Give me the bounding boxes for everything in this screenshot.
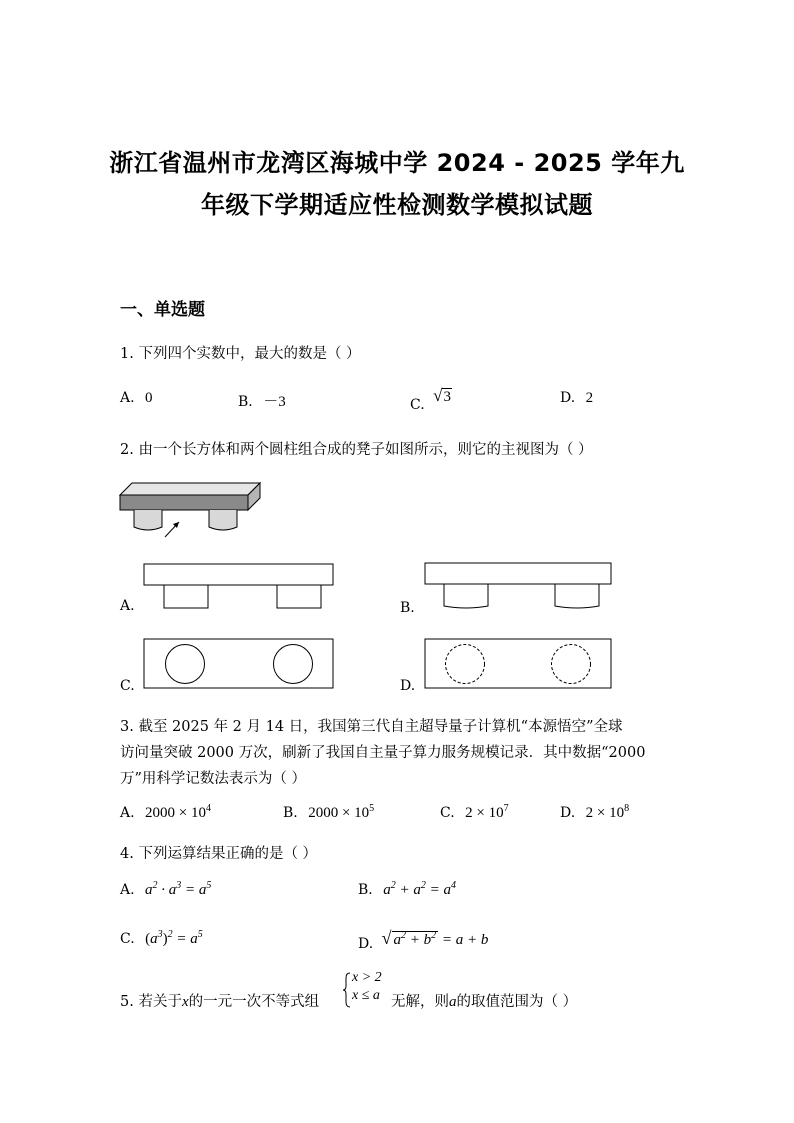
option-label: C. (440, 805, 455, 821)
q2-option-b-label[interactable]: B. (400, 600, 415, 616)
left-brace-icon (343, 972, 351, 1008)
option-label: D. (560, 390, 576, 406)
sqrt-expression: √3 (433, 386, 451, 405)
q5-text-mid: 的一元一次不等式组 (188, 994, 320, 1010)
q5-text-post1: 无解，则 (391, 994, 449, 1010)
option-formula: √ $a^2 + b^2 = a + b$ (381, 928, 489, 948)
option-label: D. (358, 936, 374, 952)
q5-var-x: x (181, 994, 189, 1010)
q4-stem: 4. 下列运算结果正确的是（ ） (120, 846, 318, 862)
q1-option-a[interactable] (120, 390, 153, 407)
option-formula: $a^2 + a^2 = a^4$ (383, 880, 456, 898)
option-label: A. (120, 882, 135, 898)
q5-stem (120, 990, 319, 1011)
q4-option-d[interactable] (358, 928, 489, 952)
title-line-2: 年级下学期适应性检测数学模拟试题 (201, 191, 593, 219)
option-value (586, 805, 629, 821)
q1-option-d[interactable] (560, 390, 593, 407)
q4-option-b[interactable] (358, 880, 456, 899)
sci-base: 2 × 10 (465, 805, 504, 821)
q2-option-c-figure[interactable] (143, 638, 335, 690)
q5-inequality-2: x ≤ a (352, 988, 380, 1003)
option-label: A. (120, 805, 135, 821)
q3-line-2: 访问量突破 2000 万次，刷新了我国自主量子算力服务规模记录．其中数据“2000 (120, 745, 646, 761)
option-formula: $(a^3)^2 = a^5$ (145, 929, 203, 947)
q2-option-a-figure[interactable] (143, 563, 335, 611)
q2-option-d-figure[interactable] (424, 638, 614, 690)
sci-base: 2 × 10 (585, 805, 625, 821)
sci-base: 2000 × 10 (308, 805, 370, 821)
q4-option-a[interactable] (120, 880, 211, 899)
option-label: B. (358, 882, 373, 898)
option-value (465, 805, 508, 821)
title-line-1: 浙江省温州市龙湾区海城中学 2024 - 2025 学年九 (109, 149, 685, 177)
sqrt-radicand: 3 (443, 389, 451, 405)
q3-line-1: 3. 截至 2025 年 2 月 14 日，我国第三代自主超导量子计算机“本源悟空”全球 (120, 719, 623, 735)
q3-option-b[interactable] (283, 803, 374, 822)
q5-text-pre: 5. 若关于 (120, 994, 182, 1010)
section-heading: 一、单选题 (120, 300, 205, 320)
option-label: C. (410, 397, 425, 413)
q1-option-b[interactable] (238, 390, 286, 411)
option-value (308, 805, 374, 821)
q2-option-a-label[interactable]: A. (120, 598, 135, 614)
option-value: －3 (263, 394, 286, 410)
q5-var-a: a (449, 994, 457, 1010)
q3-option-a[interactable] (120, 803, 211, 822)
q2-option-b-figure[interactable] (424, 562, 614, 612)
q4-option-c[interactable] (120, 929, 203, 948)
option-value: 2 (585, 390, 594, 406)
q2-option-c-label[interactable]: C. (120, 678, 135, 694)
option-value: 0 (145, 390, 153, 406)
option-label: D. (560, 805, 576, 821)
option-value (145, 805, 211, 821)
q5-stem-end (391, 990, 577, 1011)
sci-exponent: 8 (624, 803, 630, 814)
q5-inequality-1: x > 2 (352, 970, 382, 985)
q5-text-post2: 的取值范围为（ ） (456, 994, 578, 1010)
option-label: C. (120, 931, 135, 947)
q3-option-d[interactable] (560, 803, 629, 822)
sci-base: 2000 × 10 (145, 805, 206, 821)
q3-line-3: 万”用科学记数法表示为（ ） (120, 771, 307, 787)
option-formula: $a^2 \cdot a^3 = a^5$ (145, 880, 212, 898)
sci-exponent: 5 (369, 803, 375, 814)
q2-option-d-label[interactable]: D. (400, 678, 416, 694)
q3-option-c[interactable] (440, 803, 509, 822)
q2-stem: 2. 由一个长方体和两个圆柱组合成的凳子如图所示，则它的主视图为（ ） (120, 442, 593, 458)
q1-option-c[interactable] (410, 386, 452, 413)
option-label: A. (120, 390, 135, 406)
q1-stem: 1. 下列四个实数中，最大的数是（ ） (120, 346, 361, 362)
sci-exponent: 4 (205, 803, 211, 814)
stool-figure (115, 478, 265, 540)
option-label: B. (283, 805, 298, 821)
sci-exponent: 7 (503, 803, 509, 814)
option-label: B. (238, 394, 253, 410)
